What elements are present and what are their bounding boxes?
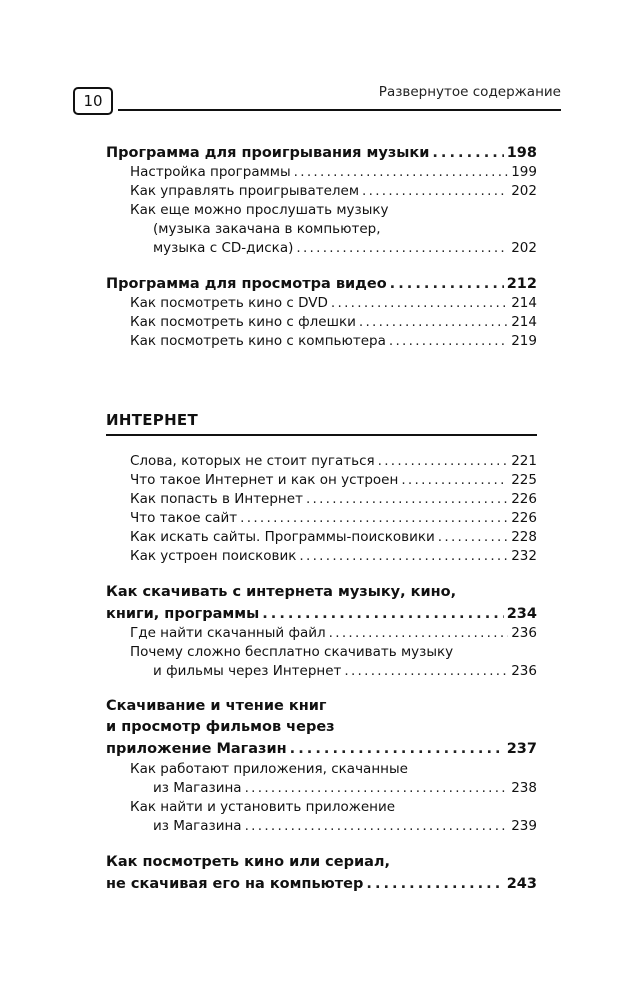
page-number: 10	[83, 92, 103, 110]
leader-dots	[344, 662, 508, 681]
leader-dots	[438, 528, 508, 547]
toc-entry-music-setup	[0, 163, 537, 182]
toc-entry-page: 232	[511, 548, 537, 564]
toc-entry-title: Настройка программы	[130, 164, 291, 180]
toc-entry-page: 214	[511, 295, 537, 311]
toc-entry-title: Как искать сайты. Программы-поисковики	[130, 529, 435, 545]
toc-entry-page: 202	[511, 240, 537, 256]
section-heading-internet: ИНТЕРНЕТ	[106, 411, 199, 429]
toc-entry-page: 219	[511, 333, 537, 349]
toc-entry-music-program	[0, 143, 537, 163]
toc-entry-page: 226	[511, 491, 537, 507]
leader-dots	[389, 332, 508, 351]
toc-entry-title: Как посмотреть кино с компьютера	[130, 333, 386, 349]
toc-entry-title: Как управлять проигрывателем	[130, 183, 360, 199]
toc-entry-video-program	[0, 274, 537, 294]
leader-dots	[329, 624, 509, 643]
toc-entry-title: Как попасть в Интернет	[130, 491, 303, 507]
toc-line-stream-1: Как посмотреть кино или сериал,	[106, 854, 391, 870]
toc-entry-title: музыка с CD-диска)	[153, 240, 294, 256]
leader-dots	[362, 182, 508, 201]
toc-entry-page: 238	[511, 780, 537, 796]
leader-dots	[306, 490, 508, 509]
toc-entry-page: 243	[506, 876, 537, 892]
toc-entry-page: 239	[511, 818, 537, 834]
leader-dots	[240, 509, 508, 528]
toc-entry-video-pc	[0, 332, 537, 351]
toc-entry-store	[0, 739, 537, 759]
toc-entry-title: Как устроен поисковик	[130, 548, 297, 564]
leader-dots	[331, 294, 508, 313]
toc-entry-search-engine	[0, 547, 537, 566]
toc-entry-video-flash	[0, 313, 537, 332]
toc-entry-title: Программа для просмотра видео	[106, 276, 387, 292]
toc-line-free-1: Почему сложно бесплатно скачивать музыку	[130, 644, 454, 660]
leader-dots	[359, 313, 508, 332]
page-number-box	[73, 87, 113, 115]
toc-entry-music-control	[0, 182, 537, 201]
toc-entry-page: 236	[511, 663, 537, 679]
toc-entry-page: 198	[506, 145, 537, 161]
toc-entry-get-internet	[0, 490, 537, 509]
toc-entry-download	[0, 604, 537, 624]
toc-line-download-1: Как скачивать с интернета музыку, кино,	[106, 584, 457, 600]
toc-entry-what-site	[0, 509, 537, 528]
toc-entry-page: 226	[511, 510, 537, 526]
leader-dots	[294, 163, 509, 182]
leader-dots	[401, 471, 508, 490]
toc-entry-title: Как посмотреть кино с DVD	[130, 295, 328, 311]
toc-entry-page: 199	[511, 164, 537, 180]
toc-entry-title: Где найти скачанный файл	[130, 625, 326, 641]
toc-line-apps-1: Как работают приложения, скачанные	[130, 761, 408, 777]
toc-entry-title: Что такое Интернет и как он устроен	[130, 472, 399, 488]
toc-entry-page: 228	[511, 529, 537, 545]
toc-entry-title: Что такое сайт	[130, 510, 238, 526]
toc-entry-install	[0, 817, 537, 836]
toc-entry-title: не скачивая его на компьютер	[106, 876, 364, 892]
toc-entry-title: из Магазина	[153, 818, 242, 834]
toc-entry-stream	[0, 874, 537, 894]
toc-entry-page: 236	[511, 625, 537, 641]
toc-entry-page: 237	[506, 741, 537, 757]
toc-entry-words	[0, 452, 537, 471]
toc-entry-page: 221	[511, 453, 537, 469]
toc-entry-title: Как посмотреть кино с флешки	[130, 314, 356, 330]
leader-dots	[245, 779, 509, 798]
toc-entry-page: 214	[511, 314, 537, 330]
toc-entry-free	[0, 662, 537, 681]
toc-entry-title: и фильмы через Интернет	[153, 663, 342, 679]
toc-entry-title: книги, программы	[106, 606, 260, 622]
leader-dots	[262, 604, 503, 624]
toc-line-store-1: Скачивание и чтение книг	[106, 698, 327, 714]
toc-entry-what-internet	[0, 471, 537, 490]
toc-entry-music-other	[0, 239, 537, 258]
toc-entry-downloaded-file	[0, 624, 537, 643]
toc-entry-page: 234	[506, 606, 537, 622]
leader-dots	[378, 452, 509, 471]
toc-entry-title: Слова, которых не стоит пугаться	[130, 453, 375, 469]
toc-line-music-other-2: (музыка закачана в компьютер,	[153, 221, 381, 237]
toc-entry-apps	[0, 779, 537, 798]
leader-dots	[299, 547, 508, 566]
section-rule	[106, 434, 537, 436]
toc-line-music-other-1: Как еще можно прослушать музыку	[130, 202, 389, 218]
toc-entry-title: Программа для проигрывания музыки	[106, 145, 430, 161]
leader-dots	[245, 817, 509, 836]
leader-dots	[366, 874, 503, 894]
toc-line-install-1: Как найти и установить приложение	[130, 799, 396, 815]
toc-entry-page: 212	[506, 276, 537, 292]
toc-entry-page: 202	[511, 183, 537, 199]
toc-entry-title: из Магазина	[153, 780, 242, 796]
running-header-title: Развернутое содержание	[378, 84, 561, 100]
toc-entry-page: 225	[511, 472, 537, 488]
leader-dots	[432, 143, 503, 163]
leader-dots	[390, 274, 504, 294]
leader-dots	[290, 739, 504, 759]
toc-entry-search-sites	[0, 528, 537, 547]
header-rule	[118, 109, 561, 111]
toc-entry-title: приложение Магазин	[106, 741, 287, 757]
toc-entry-video-dvd	[0, 294, 537, 313]
toc-line-store-2: и просмотр фильмов через	[106, 719, 335, 735]
leader-dots	[296, 239, 508, 258]
